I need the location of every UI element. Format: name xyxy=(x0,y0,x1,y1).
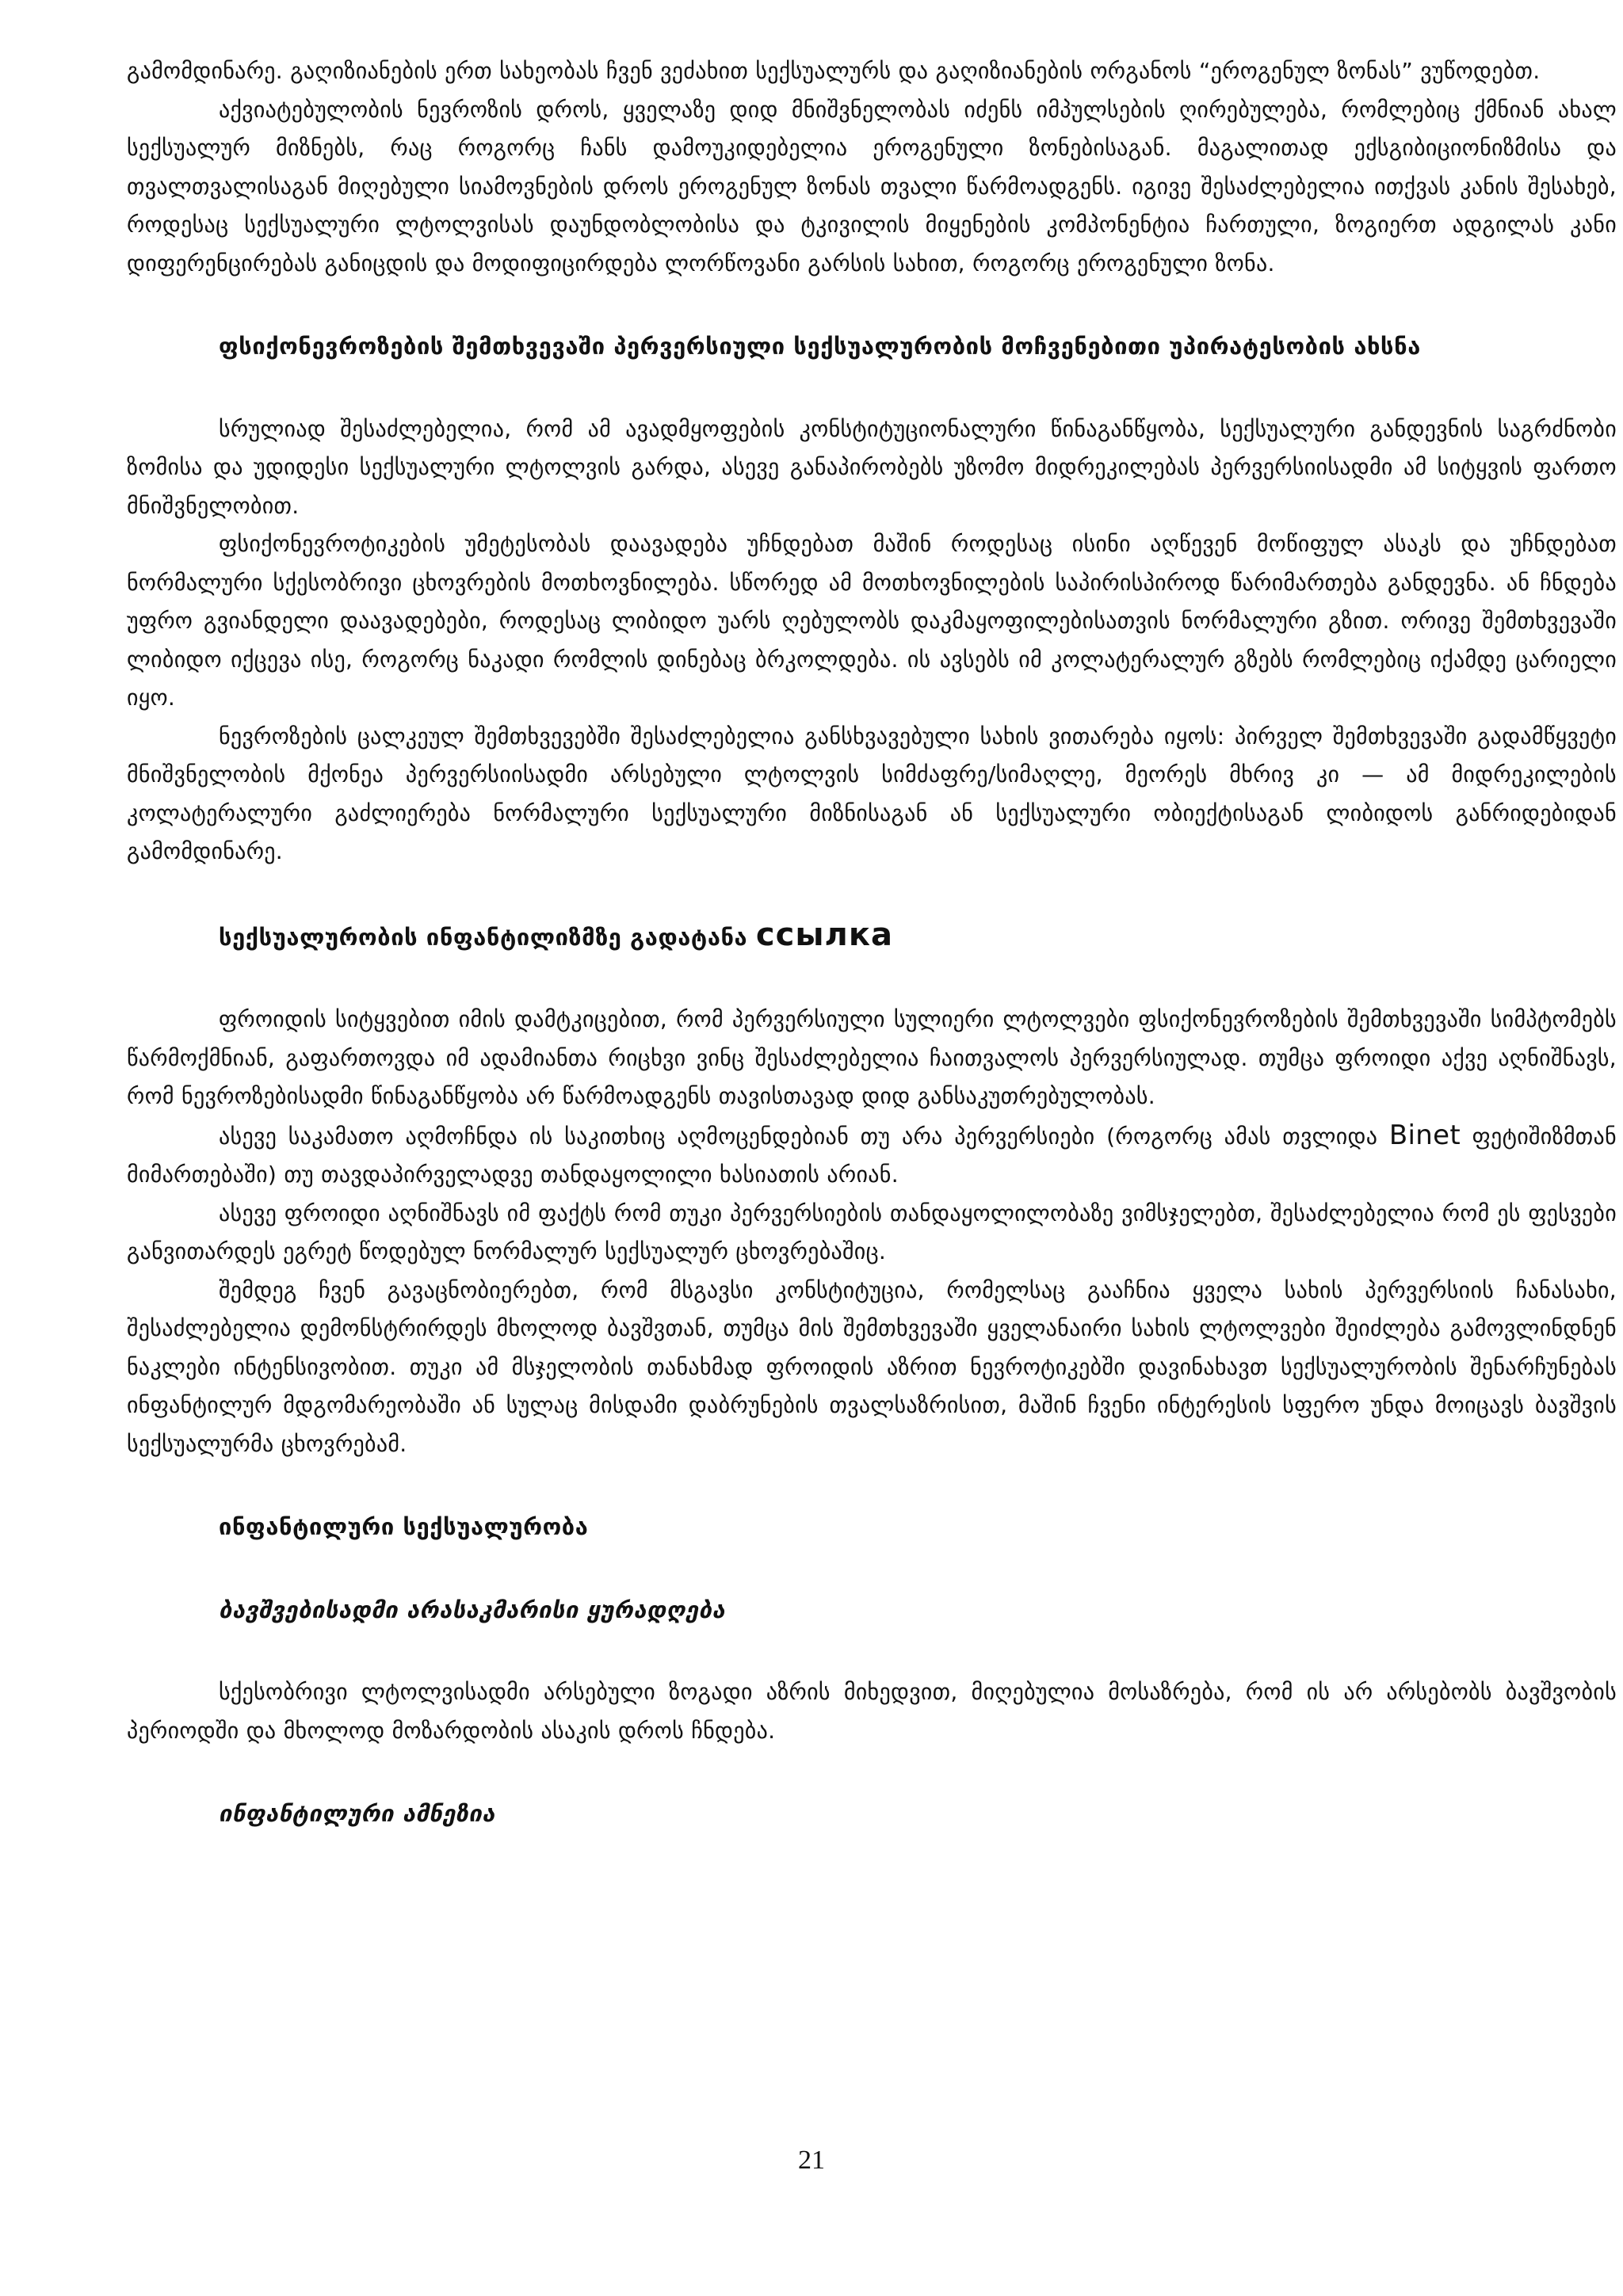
paragraph-text: ასევე საკამათო აღმოჩნდა ის საკითხიც აღმოცენდებიან თუ არა პერვერსიები (როგორც ამას თვლიდა xyxy=(219,1123,1389,1150)
paragraph: სრულიად შესაძლებელია, რომ ამ ავადმყოფების კონსტიტუციონალური წინაგანწყობა, სექსუალური განდევნის საგრძნობი ზომისა და უდიდესი სექსუალური ლტოლვის გარდა, ასევე განაპირობებს უზომო მიდრეკილებას პერვერსიისადმი ამ სიტყვის ფართო მნიშვნელობით. xyxy=(127,415,1617,519)
section-heading xyxy=(127,916,1617,957)
section-heading: ფსიქონევროზების შემთხვევაში პერვერსიული სექსუალურობის მოჩვენებითი უპირატესობის ახსნა xyxy=(219,333,1421,360)
subsection-heading: ბავშვებისადმი არასაკმარისი ყურადღება xyxy=(219,1596,726,1623)
document-page xyxy=(127,52,1617,1833)
section-heading: ინფანტილური სექსუალურობა xyxy=(219,1513,589,1540)
link-marker-text: ссылка xyxy=(755,916,893,953)
page-number: 21 xyxy=(798,2145,825,2175)
paragraph: ფროიდის სიტყვებით იმის დამტკიცებით, რომ პერვერსიული სულიერი ლტოლვები ფსიქონევროზების შემთხვევაში სიმპტომებს წარმოქმნიან, გაფართოვდა იმ ადამიანთა რიცხვი ვინც შესაძლებელია ჩაითვალოს პერვერსიულად. თუმცა ფროიდი აქვე აღნიშნავს, რომ ნევროზებისადმი წინაგანწყობა არ წარმოადგენს თავისთავად დიდ განსაკუთრებულობას. xyxy=(127,1006,1617,1109)
paragraph: სქესობრივი ლტოლვისადმი არსებული ზოგადი აზრის მიხედვით, მიღებულია მოსაზრება, რომ ის არ არსებობს ბავშვობის პერიოდში და მხოლოდ მოზარდობის ასაკის დროს ჩნდება. xyxy=(127,1679,1617,1744)
paragraph-text: ფეტიშიზმთან მიმართებაში) თუ თავდაპირველადვე თანდაყოლილი ხასიათის არიან. xyxy=(127,1123,1617,1188)
author-name: Binet xyxy=(1388,1119,1461,1151)
paragraph: შემდეგ ჩვენ გავაცნობიერებთ, რომ მსგავსი კონსტიტუცია, რომელსაც გააჩნია ყველა სახის პერვერსიის ჩანასახი, შესაძლებელია დემონსტრირდეს მხოლოდ ბავშვთან, თუმცა მის შემთხვევაში ყველანაირი სახის ლტოლვები შეიძლება გამოვლინდნენ ნაკლები ინტენსივობით. თუკი ამ მსჯელობის თანახმად ფროიდის აზრით ნევროტიკებში დავინახავთ სექსუალურობის შენარჩუნებას ინფანტილურ მდგომარეობაში ან სულაც მისდამი დაბრუნების თვალსაზრისით, მაშინ ჩვენი ინტერესის სფერო უნდა მოიცავს ბავშვის სექსუალურმა ცხოვრებამ. xyxy=(127,1276,1617,1457)
paragraph: ფსიქონევროტიკების უმეტესობას დაავადება უჩნდებათ მაშინ როდესაც ისინი აღწევენ მოწიფულ ასაკს და უჩნდებათ ნორმალური სქესობრივი ცხოვრების მოთხოვნილება. სწორედ ამ მოთხოვნილების საპირისპიროდ წარიმართება განდევნა. ან ჩნდება უფრო გვიანდელი დაავადებები, როდესაც ლიბიდო უარს ღებულობს დაკმაყოფილებისათვის ნორმალური გზით. ორივე შემთხვევაში ლიბიდო იქცევა ისე, როგორც ნაკადი რომლის დინებაც ბრკოლდება. ის ავსებს იმ კოლატერალურ გზებს რომლებიც იქამდე ცარიელი იყო. xyxy=(127,531,1617,711)
paragraph: გამომდინარე. გაღიზიანების ერთ სახეობას ჩვენ ვეძახით სექსუალურს და გაღიზიანების ორგანოს “ეროგენულ ზონას” ვუწოდებთ. xyxy=(127,58,1541,84)
paragraph: აქვიატებულობის ნევროზის დროს, ყველაზე დიდ მნიშვნელობას იძენს იმპულსების ღირებულება, რომლებიც ქმნიან ახალ სექსუალურ მიზნებს, რაც როგორც ჩანს დამოუკიდებელია ეროგენული ზონებისაგან. მაგალითად ექსგიბიციონიზმისა და თვალთვალისაგან მიღებული სიამოვნების დროს ეროგენულ ზონას თვალი წარმოადგენს. იგივე შესაძლებელია ითქვას კანის შესახებ, როდესაც სექსუალური ლტოლვისას დაუნდობლობისა და ტკივილის მიყენების კომპონენტია ჩართული, ზოგიერთ ადგილას კანი დიფერენცირებას განიცდის და მოდიფიცირდება ლორწოვანი გარსის სახით, როგორც ეროგენული ზონა. xyxy=(127,96,1617,277)
paragraph xyxy=(127,1116,1617,1195)
subsection-heading: ინფანტილური ამნეზია xyxy=(219,1800,495,1827)
paragraph: ასევე ფროიდი აღნიშნავს იმ ფაქტს რომ თუკი პერვერსიების თანდაყოლილობაზე ვიმსჯელებთ, შესაძლებელია რომ ეს ფესვები განვითარდეს ეგრეტ წოდებულ ნორმალურ სექსუალურ ცხოვრებაშიც. xyxy=(127,1199,1617,1264)
heading-georgian-text: სექსუალურობის ინფანტილიზმზე გადატანა xyxy=(219,923,748,951)
paragraph: ნევროზების ცალკეულ შემთხვევებში შესაძლებელია განსხვავებული სახის ვითარება იყოს: პირველ შემთხვევაში გადამწყვეტი მნიშვნელობის მქონეა პერვერსიისადმი არსებული ლტოლვის სიმძაფრე/სიმაღლე, მეორეს მხრივ კი — ამ მიდრეკილების კოლატერალური გაძლიერება ნორმალური სექსუალური მიზნისაგან ან სექსუალური ობიექტისაგან ლიბიდოს განრიდებიდან გამომდინარე. xyxy=(127,723,1617,864)
